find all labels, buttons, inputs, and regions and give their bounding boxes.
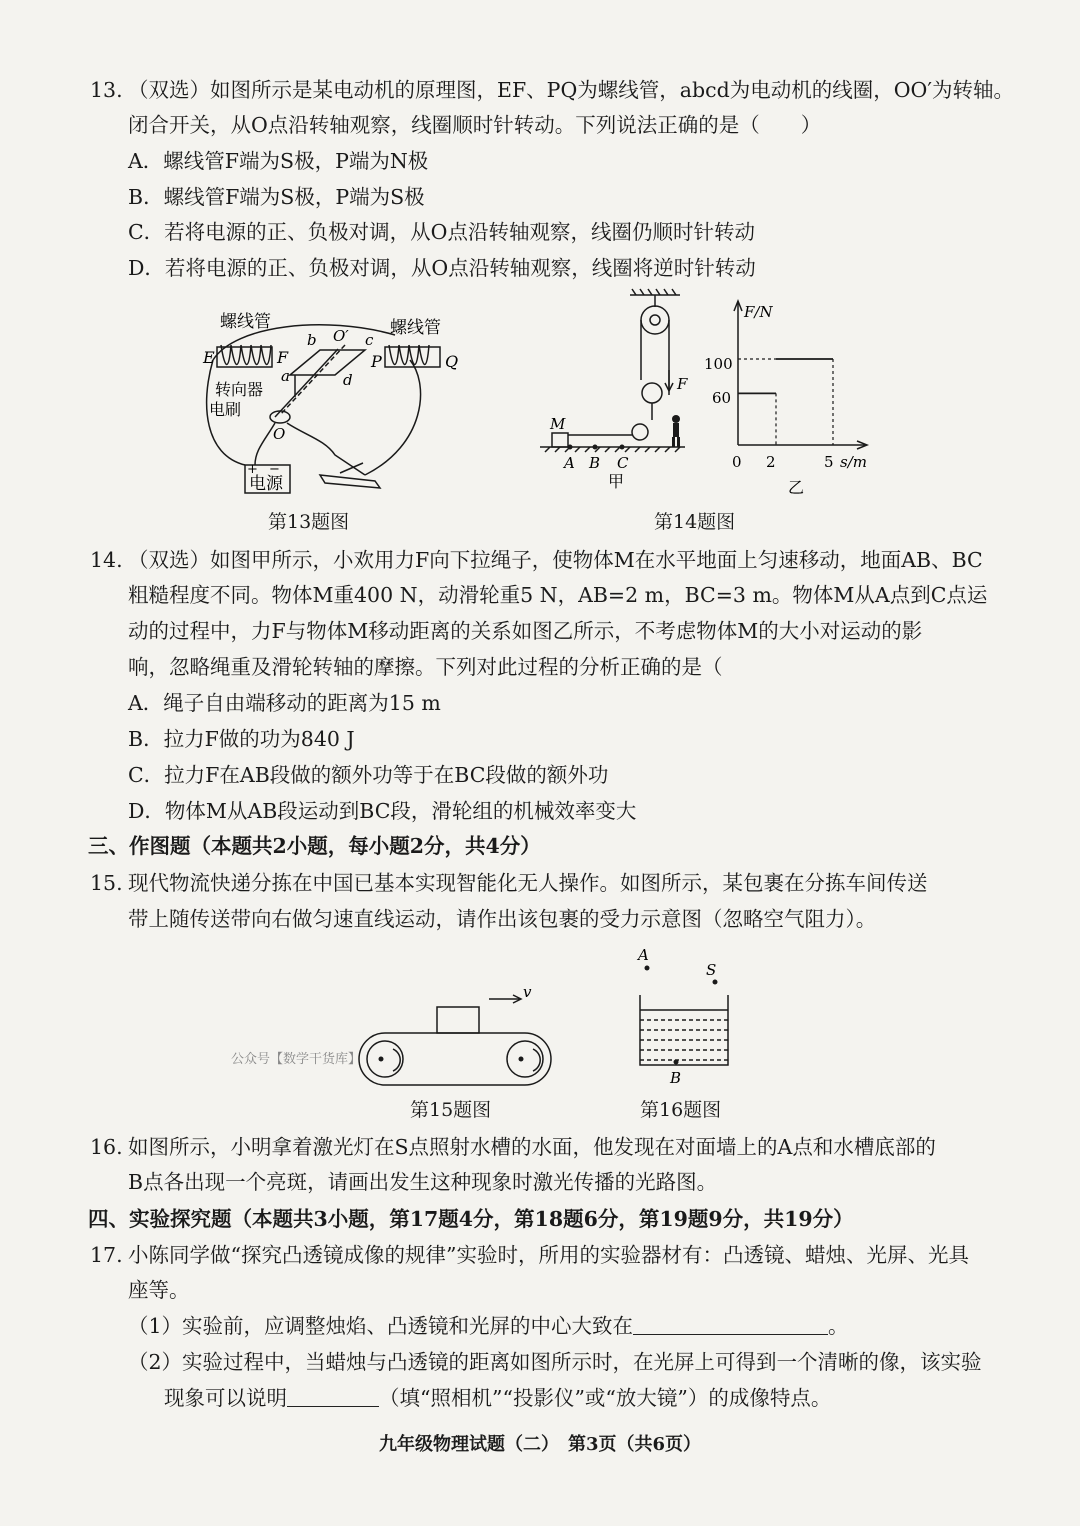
figure-14-caption: 第14题图 [654, 511, 736, 533]
figure-16-caption: 第16题图 [640, 1099, 722, 1121]
label-yi: 乙 [788, 478, 805, 497]
chart-tick-x-2: 2 [766, 453, 776, 471]
label-point-s: S [706, 961, 717, 979]
label-point-a: A [638, 946, 649, 964]
label-m: M [550, 415, 566, 433]
page-footer: 九年级物理试题（二） 第3页（共6页） [378, 1434, 702, 1455]
figure-14-force-distance-chart [700, 295, 875, 500]
solenoid-left-label: 螺线管 [220, 312, 271, 332]
battery-plus: + [247, 462, 258, 477]
chart-x-label: s/m [840, 453, 867, 471]
section-4-heading: 四、实验探究题（本题共3小题，第17题4分，第18题6分，第19题9分，共19分） [88, 1207, 854, 1231]
chart-y-label: F/N [744, 303, 773, 321]
chart-tick-x-0: 0 [732, 453, 742, 471]
question-17-part-2: （2）实验过程中，当蜡烛与凸透镜的距离如图所示时，在光屏上可得到一个清晰的像，该实验 [128, 1350, 982, 1374]
figure-15-caption: 第15题图 [410, 1099, 492, 1121]
section-3-heading: 三、作图题（本题共2小题，每小题2分，共4分） [88, 834, 541, 858]
answer-blank-1[interactable] [633, 1314, 828, 1335]
question-14-line-4: 响，忽略绳重及滑轮转轴的摩擦。下列对此过程的分析正确的是（ [128, 655, 723, 679]
question-17-line-1: 小陈同学做“探究凸透镜成像的规律”实验时，所用的实验器材有：凸透镜、蜡烛、光屏、光具 [128, 1243, 969, 1267]
question-14-line-2: 粗糙程度不同。物体M重400 N，动滑轮重5 N，AB=2 m，BC=3 m。物体M从A点到C点运 [128, 583, 988, 607]
question-16-line-1: 如图所示，小明拿着激光灯在S点照射水槽的水面，他发现在对面墙上的A点和水槽底部的 [128, 1135, 936, 1159]
label-p: P [371, 352, 382, 371]
power-supply-label: 电源 [249, 474, 283, 494]
question-14-option-a: A．绳子自由端移动的距离为15 m [128, 691, 441, 715]
commutator-label: 转向器 [215, 380, 264, 399]
figure-15-conveyor-diagram [355, 975, 555, 1095]
label-d: d [343, 371, 353, 389]
chart-tick-y-60: 60 [712, 389, 732, 407]
label-force-f: F [677, 375, 688, 393]
watermark-text: 公众号【数学干货库】 [231, 1052, 362, 1067]
figure-14-pulley-diagram [540, 285, 705, 495]
question-13-line-1: （双选）如图所示是某电动机的原理图，EF、PQ为螺线管，abcd为电动机的线圈，OO′为转轴。 [128, 78, 1015, 102]
chart-tick-x-5: 5 [824, 453, 834, 471]
brush-label: 电刷 [209, 400, 242, 419]
question-13-line-2: 闭合开关，从O点沿转轴观察，线圈顺时针转动。下列说法正确的是（ ） [128, 113, 822, 137]
part-2-text-b: （填“照相机”“投影仪”或“放大镜”）的成像特点。 [379, 1386, 832, 1410]
question-14-option-b: B．拉力F做的功为840 J [128, 727, 355, 751]
label-b: b [307, 331, 317, 349]
question-14-option-c: C．拉力F在AB段做的额外功等于在BC段做的额外功 [128, 763, 609, 787]
question-14-option-d: D．物体M从AB段运动到BC段，滑轮组的机械效率变大 [128, 799, 637, 823]
question-15-line-2: 带上随传送带向右做匀速直线运动，请作出该包裹的受力示意图（忽略空气阻力）。 [128, 907, 877, 931]
question-16-line-2: B点各出现一个亮斑，请画出发生这种现象时激光传播的光路图。 [128, 1170, 718, 1194]
label-b-point: B [589, 454, 601, 472]
question-13-option-d: D．若将电源的正、负极对调，从O点沿转轴观察，线圈将逆时针转动 [128, 256, 756, 280]
answer-blank-2[interactable] [287, 1386, 379, 1407]
label-a-point: A [564, 454, 575, 472]
chart-tick-y-100: 100 [704, 355, 733, 373]
question-17-number: 17. [90, 1243, 123, 1267]
label-f: F [277, 348, 289, 367]
question-14-line-1: （双选）如图甲所示，小欢用力F向下拉绳子，使物体M在水平地面上匀速移动，地面AB、BC [128, 548, 983, 572]
question-15-line-1: 现代物流快递分拣在中国已基本实现智能化无人操作。如图所示，某包裹在分拣车间传送 [128, 871, 928, 895]
part-1-text: （1）实验前，应调整烛焰、凸透镜和光屏的中心大致在 [128, 1314, 634, 1338]
part-2-text-a: 现象可以说明 [164, 1386, 287, 1410]
label-c: c [365, 331, 374, 349]
label-o: O [273, 425, 286, 443]
battery-minus: − [269, 462, 280, 477]
label-o-prime: O′ [333, 327, 349, 345]
figure-16-water-tank-diagram [620, 940, 740, 1090]
question-13-option-b: B．螺线管F端为S极，P端为S极 [128, 185, 425, 209]
question-13-option-a: A．螺线管F端为S极，P端为N极 [128, 149, 429, 173]
question-14-line-3: 动的过程中，力F与物体M移动距离的关系如图乙所示，不考虑物体M的大小对运动的影 [128, 619, 923, 643]
question-13-option-c: C．若将电源的正、负极对调，从O点沿转轴观察，线圈仍顺时针转动 [128, 220, 755, 244]
velocity-label: v [523, 983, 532, 1001]
label-e: E [203, 348, 215, 367]
label-q: Q [445, 352, 459, 371]
label-jia: 甲 [608, 472, 625, 491]
question-13-number: 13. [90, 78, 123, 102]
figure-13-caption: 第13题图 [268, 511, 350, 533]
question-17-line-2: 座等。 [128, 1278, 190, 1302]
question-16-number: 16. [90, 1135, 123, 1159]
label-c-point: C [617, 454, 629, 472]
label-point-b: B [670, 1069, 682, 1087]
question-17-part-2-cont [164, 1384, 831, 1412]
label-a: a [281, 367, 290, 385]
part-1-end: 。 [828, 1314, 849, 1338]
question-14-number: 14. [90, 548, 123, 572]
solenoid-right-label: 螺线管 [390, 318, 441, 338]
question-17-part-1 [128, 1312, 849, 1340]
question-15-number: 15. [90, 871, 123, 895]
figure-13-motor-diagram [195, 305, 460, 500]
